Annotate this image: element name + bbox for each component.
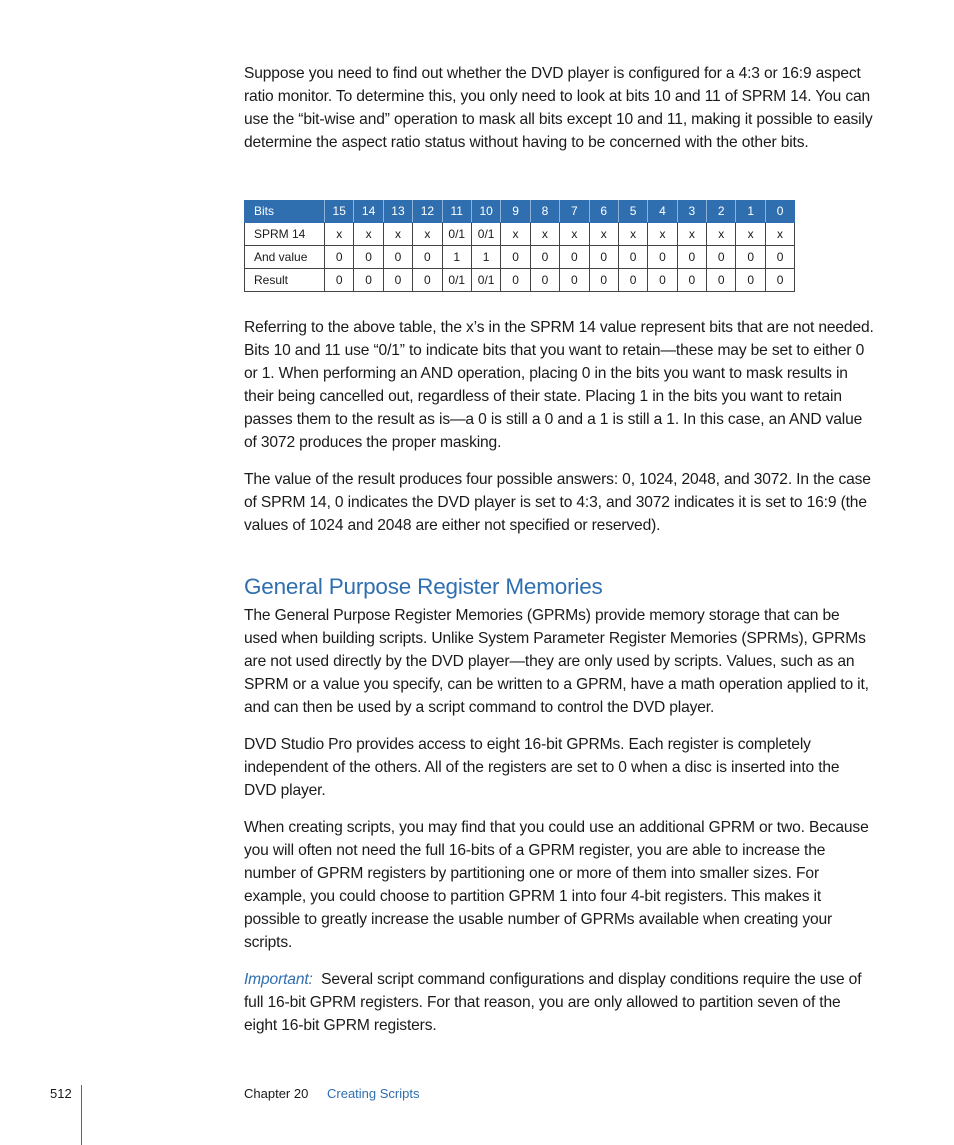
table-cell: x	[560, 223, 589, 246]
table-cell: 0	[530, 246, 559, 269]
table-cell: 0	[648, 246, 677, 269]
table-header-cell: 1	[736, 201, 765, 223]
table-cell: 0	[501, 269, 530, 292]
table-cell: 0	[677, 246, 706, 269]
table-cell: x	[413, 223, 442, 246]
table-cell: 0	[501, 246, 530, 269]
table-row-result	[245, 269, 795, 292]
table-header-cell: Bits	[245, 201, 325, 223]
body-text: The General Purpose Register Memories (GPRMs) provide memory storage that can be used when building scripts. Unlike System Parameter Register Memories (SPRMs), GPRMs are not used directly by the DVD player—they are only used by scripts. Values, such as an SPRM or a value you specify, can be written to a GPRM, have a math operation applied to it, and can then be used by a script command to control the DVD player.	[244, 607, 869, 716]
gprm-intro-paragraph	[244, 604, 876, 719]
table-header-row	[245, 201, 795, 223]
row-label: Result	[245, 269, 325, 292]
footer-chapter-title: Creating Scripts	[327, 1086, 420, 1101]
table-explanation-paragraph	[244, 316, 876, 454]
table-cell: 0	[325, 246, 354, 269]
table-cell: 0/1	[442, 269, 471, 292]
table-cell: x	[736, 223, 765, 246]
gprm-access-paragraph	[244, 733, 876, 802]
table-cell: 0	[648, 269, 677, 292]
table-cell: 0	[383, 269, 412, 292]
table-header-cell: 2	[707, 201, 736, 223]
row-label: SPRM 14	[245, 223, 325, 246]
footer-chapter: Chapter 20	[244, 1086, 309, 1101]
table-cell: x	[677, 223, 706, 246]
table-cell: 0	[383, 246, 412, 269]
body-text: The value of the result produces four possible answers: 0, 1024, 2048, and 3072. In the case of SPRM 14, 0 indicates the DVD player is set to 4:3, and 3072 indicates it is set to 16:9 (the values of 1024 and 2048 are either not specified or reserved).	[244, 471, 871, 534]
important-label: Important:	[244, 971, 313, 988]
table-cell: 0	[413, 269, 442, 292]
table-cell: 0	[618, 269, 647, 292]
table-header-cell: 8	[530, 201, 559, 223]
body-text: DVD Studio Pro provides access to eight 16-bit GPRMs. Each register is completely independent of the others. All of the registers are set to 0 when a disc is inserted into the DVD player.	[244, 736, 840, 799]
important-text: Several script command configurations and display conditions require the use of full 16-bit GPRM registers. For that reason, you are only allowed to partition seven of the eight 16-bit GPRM registers.	[244, 971, 862, 1034]
table-cell: 0	[765, 246, 794, 269]
table-cell: 0	[589, 269, 618, 292]
table-cell: x	[765, 223, 794, 246]
table-cell: x	[530, 223, 559, 246]
section-heading: General Purpose Register Memories	[244, 574, 603, 599]
table-cell: 0/1	[471, 269, 500, 292]
row-label: And value	[245, 246, 325, 269]
table-cell: 0	[413, 246, 442, 269]
body-text: When creating scripts, you may find that you could use an additional GPRM or two. Because you will often not need the full 16-bits of a GPRM register, you are able to increase the number of GPRM registers by partitioning one or more of them into smaller sizes. For example, you could choose to partition GPRM 1 into four 4-bit registers. This makes it possible to greatly increase the usable number of GPRMs available when creating your scripts.	[244, 819, 869, 951]
table-cell: 1	[471, 246, 500, 269]
table-cell: 0	[707, 269, 736, 292]
gprm-partition-paragraph	[244, 816, 876, 954]
table-cell: 1	[442, 246, 471, 269]
table-header-cell: 10	[471, 201, 500, 223]
table-header-cell: 5	[618, 201, 647, 223]
table-cell: 0	[736, 269, 765, 292]
table-cell: 0/1	[471, 223, 500, 246]
table-header-cell: 13	[383, 201, 412, 223]
result-paragraph	[244, 468, 876, 537]
important-note	[244, 968, 876, 1037]
table-header-cell: 14	[354, 201, 383, 223]
table-row-and-value	[245, 246, 795, 269]
footer-divider	[81, 1085, 82, 1145]
table-cell: 0	[618, 246, 647, 269]
table-cell: x	[354, 223, 383, 246]
table-cell: 0	[736, 246, 765, 269]
table-cell: 0	[765, 269, 794, 292]
body-text: Suppose you need to find out whether the DVD player is configured for a 4:3 or 16:9 aspect ratio monitor. To determine this, you only need to look at bits 10 and 11 of SPRM 14. You can use the “bit-wise and” operation to mask all bits except 10 and 11, making it possible to easily determine the aspect ratio status without having to be concerned with the other bits.	[244, 65, 873, 151]
table-header-cell: 6	[589, 201, 618, 223]
note-text	[244, 968, 876, 1037]
table-cell: 0	[354, 246, 383, 269]
table-cell: 0	[530, 269, 559, 292]
table-cell: 0	[325, 269, 354, 292]
table-cell: x	[501, 223, 530, 246]
table-header-cell: 9	[501, 201, 530, 223]
table-header-cell: 3	[677, 201, 706, 223]
intro-paragraph	[244, 62, 876, 154]
page-number: 512	[50, 1086, 72, 1101]
table-header-cell: 15	[325, 201, 354, 223]
table-cell: 0	[354, 269, 383, 292]
bit-mask-table	[244, 200, 795, 292]
table-header-cell: 12	[413, 201, 442, 223]
table-cell: 0	[560, 246, 589, 269]
table-row-sprm14	[245, 223, 795, 246]
table-cell: x	[618, 223, 647, 246]
table-cell: x	[325, 223, 354, 246]
table-cell: 0	[677, 269, 706, 292]
table-cell: x	[589, 223, 618, 246]
table-cell: x	[648, 223, 677, 246]
table-cell: 0/1	[442, 223, 471, 246]
table-header-cell: 11	[442, 201, 471, 223]
table-header-cell: 0	[765, 201, 794, 223]
body-text: Referring to the above table, the x’s in the SPRM 14 value represent bits that are not needed. Bits 10 and 11 use “0/1” to indicate bits that you want to retain—these may be set to either 0 or 1. When performing an AND operation, placing 0 in the bits you want to mask results in their being cancelled out, regardless of their state. Placing 1 in the bits you want to retain passes them to the result as is—a 0 is still a 0 and a 1 is still a 1. In this case, an AND value of 3072 produces the proper masking.	[244, 319, 874, 451]
table-cell: x	[707, 223, 736, 246]
table-header-cell: 4	[648, 201, 677, 223]
table-cell: 0	[707, 246, 736, 269]
table-cell: x	[383, 223, 412, 246]
table-header-cell: 7	[560, 201, 589, 223]
table-cell: 0	[589, 246, 618, 269]
table-cell: 0	[560, 269, 589, 292]
